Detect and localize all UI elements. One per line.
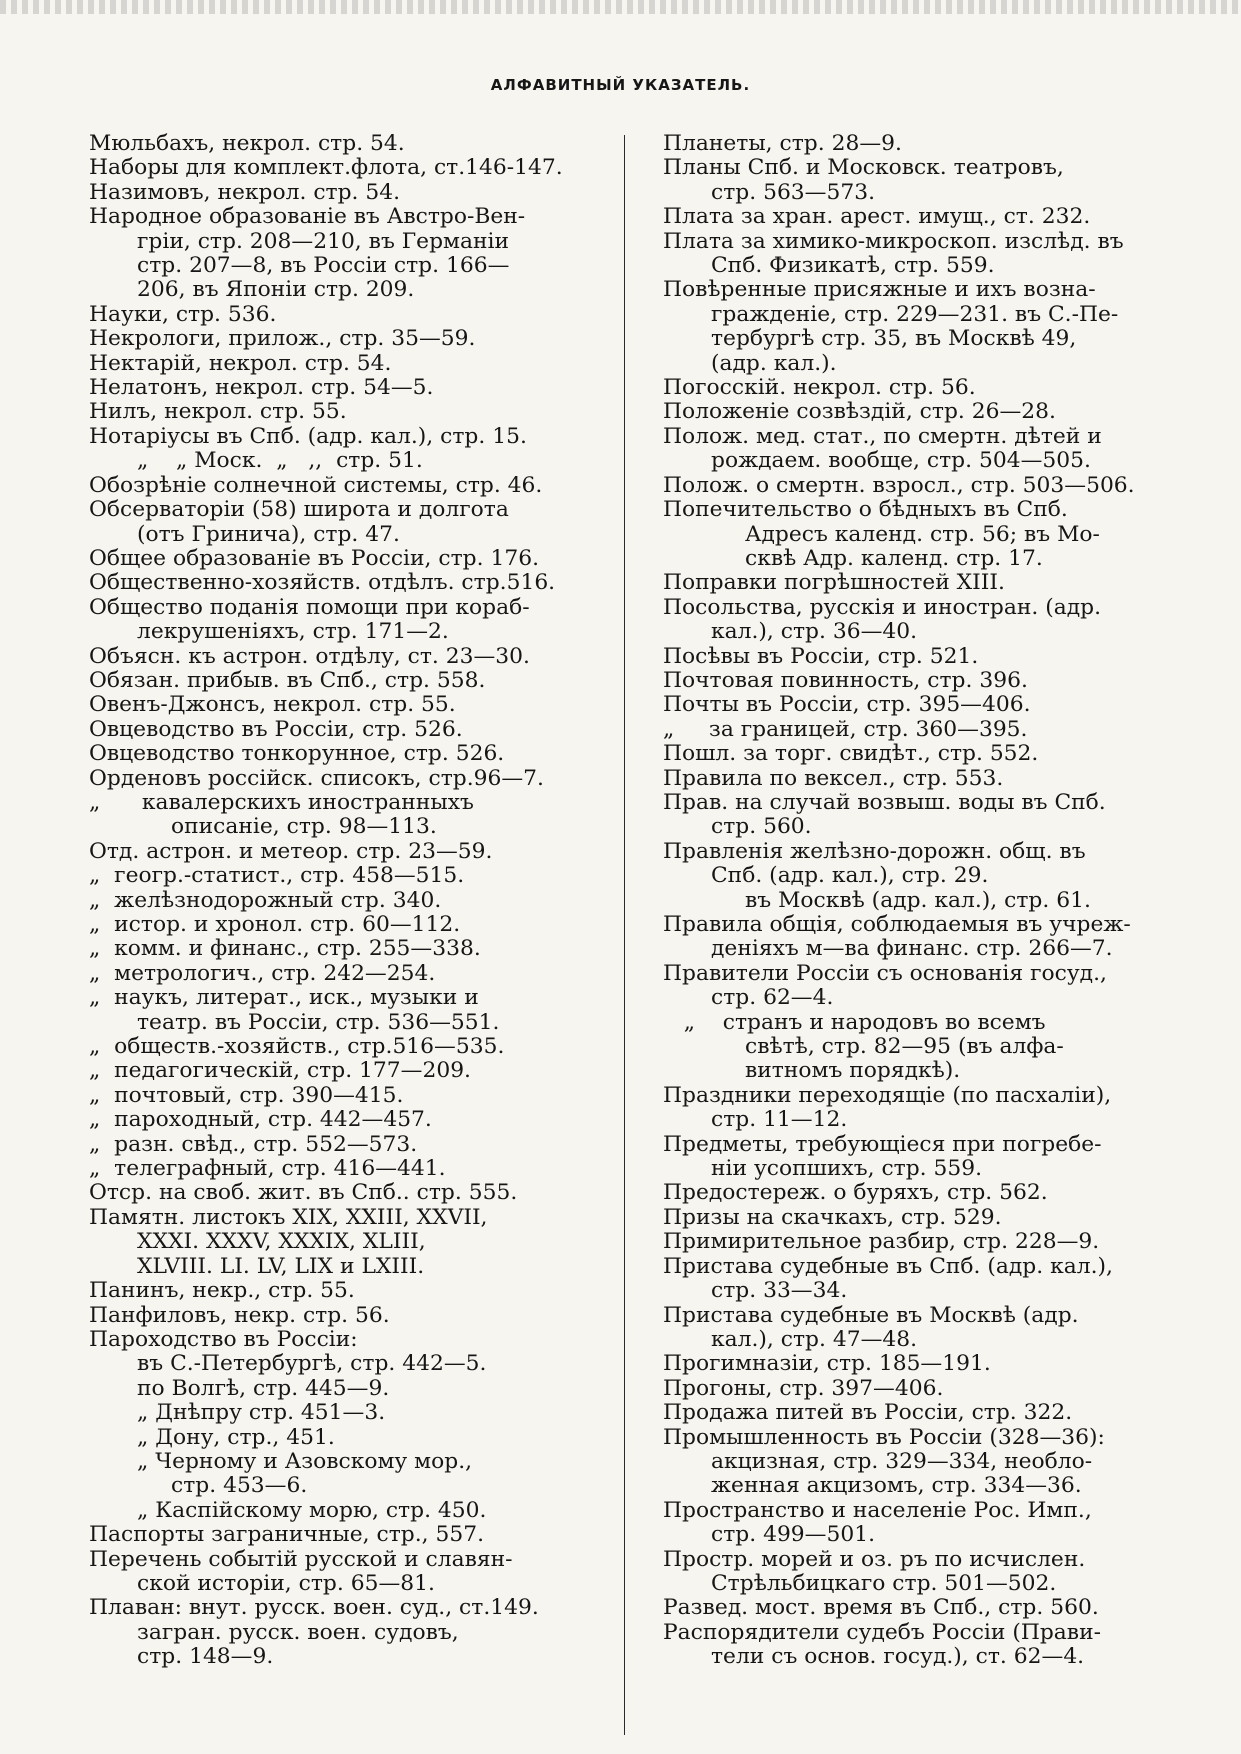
index-entry: Праздники переходящіе (по пасхаліи), — [663, 1082, 1112, 1108]
index-entry: стр. 11—12. — [711, 1107, 848, 1133]
index-entry: Объясн. къ астрон. отдѣлу, ст. 23—30. — [89, 643, 530, 669]
index-entry: гражденіе, стр. 229—231. въ С.-Пе- — [711, 301, 1119, 327]
index-entry: „ „ Моск. „ ,, стр. 51. — [137, 448, 423, 474]
index-entry: Адресъ календ. стр. 56; въ Мо- — [745, 521, 1100, 547]
index-entry: загран. русск. воен. судовъ, — [137, 1619, 459, 1645]
page-top-edge — [0, 0, 1241, 14]
index-entry: женная акцизомъ, стр. 334—36. — [711, 1473, 1082, 1499]
index-entry: стр. 33—34. — [711, 1278, 848, 1304]
index-entry: стр. 560. — [711, 814, 812, 840]
index-entry: стр. 499—501. — [711, 1522, 876, 1548]
index-entry: Нелатонъ, некрол. стр. 54—5. — [89, 375, 434, 401]
index-entry: ской исторіи, стр. 65—81. — [137, 1570, 435, 1596]
index-entry: Повѣренные присяжные и ихъ возна- — [663, 277, 1096, 303]
index-entry: Обозрѣніе солнечной системы, стр. 46. — [89, 472, 543, 498]
index-entry: Памятн. листокъ XIX, XXIII, XXVII, — [89, 1204, 488, 1230]
index-entry: Паспорты заграничные, стр., 557. — [89, 1522, 485, 1548]
index-entry: Стрѣльбицкаго стр. 501—502. — [711, 1570, 1057, 1596]
index-entry: „ кавалерскихъ иностранныхъ — [89, 789, 474, 815]
index-entry: „ Днѣпру стр. 451—3. — [137, 1400, 386, 1426]
index-entry: театр. въ Россіи, стр. 536—551. — [137, 1009, 500, 1035]
index-entry: Орденовъ россійск. списокъ, стр.96—7. — [89, 765, 544, 791]
index-entry: Планы Спб. и Московск. театровъ, — [663, 155, 1064, 181]
index-entry: „ комм. и финанс., стр. 255—338. — [89, 936, 481, 962]
index-entry: Правила общія, соблюдаемыя въ учреж- — [663, 912, 1131, 937]
index-entry: Панфиловъ, некр. стр. 56. — [89, 1302, 390, 1328]
index-entry: Примирительное разбир, стр. 228—9. — [663, 1229, 1100, 1255]
index-entry: „ Дону, стр., 451. — [137, 1424, 335, 1450]
index-entry: „ наукъ, литерат., иск., музыки и — [89, 985, 479, 1011]
index-entry: „ обществ.-хозяйств., стр.516—535. — [89, 1034, 505, 1060]
index-entry: Нектарій, некрол. стр. 54. — [89, 350, 392, 376]
index-entry: „ Каспійскому морю, стр. 450. — [137, 1497, 487, 1523]
index-entry: (адр. кал.). — [711, 350, 837, 376]
index-entry: Поправки погрѣшностей XIII. — [663, 570, 1005, 596]
page-header: АЛФАВИТНЫЙ УКАЗАТЕЛЬ. — [490, 76, 751, 94]
index-entry: Науки, стр. 536. — [89, 301, 277, 327]
index-entry: Полож. о смертн. взросл., стр. 503—506. — [663, 472, 1135, 498]
index-entry: Овцеводство тонкорунное, стр. 526. — [89, 741, 505, 767]
index-entry: деніяхъ м—ва финанс. стр. 266—7. — [711, 936, 1113, 962]
index-entry: Спб. Физикатѣ, стр. 559. — [711, 253, 995, 279]
index-entry: Мюльбахъ, некрол. стр. 54. — [89, 131, 405, 156]
index-entry: рождаем. вообще, стр. 504—505. — [711, 448, 1091, 474]
index-entry: Народное образованіе въ Австро-Вен- — [89, 204, 526, 230]
index-entry: „ пароходный, стр. 442—457. — [89, 1107, 432, 1133]
index-entry: стр. 453—6. — [171, 1473, 308, 1499]
index-entry: Пошл. за торг. свидѣт., стр. 552. — [663, 741, 1039, 767]
index-entry: „ Черному и Азовскому мор., — [137, 1448, 473, 1474]
index-entry: Нилъ, некрол. стр. 55. — [89, 399, 347, 425]
index-entry: Пристава судебные въ Москвѣ (адр. — [663, 1302, 1079, 1328]
index-entry: описаніе, стр. 98—113. — [171, 814, 437, 840]
index-entry: Призы на скачкахъ, стр. 529. — [663, 1204, 1002, 1230]
index-entry: Плата за хран. арест. имущ., ст. 232. — [663, 204, 1091, 230]
index-entry: „ странъ и народовъ во всемъ — [663, 1009, 1046, 1035]
index-entry: Спб. (адр. кал.), стр. 29. — [711, 863, 989, 889]
index-entry: кал.), стр. 36—40. — [711, 619, 918, 645]
index-entry: въ С.-Петербургѣ, стр. 442—5. — [137, 1351, 487, 1377]
index-entry: Развед. мост. время въ Спб., стр. 560. — [663, 1595, 1099, 1621]
index-entry: Общество поданія помощи при кораб- — [89, 594, 530, 620]
index-entry: лекрушеніяхъ, стр. 171—2. — [137, 619, 449, 645]
index-entry: Общее образованіе въ Россіи, стр. 176. — [89, 545, 540, 571]
right-column — [663, 132, 1163, 1670]
index-entry: Назимовъ, некрол. стр. 54. — [89, 179, 401, 205]
index-entry: Посѣвы въ Россіи, стр. 521. — [663, 643, 979, 669]
index-entry: Плаван: внут. русск. воен. суд., ст.149. — [89, 1595, 539, 1621]
index-entry: Прогоны, стр. 397—406. — [663, 1375, 944, 1401]
index-entry: „ геогр.-статист., стр. 458—515. — [89, 863, 465, 889]
index-entry: Нотаріусы въ Спб. (адр. кал.), стр. 15. — [89, 423, 527, 449]
index-entry: „ желѣзнодорожный стр. 340. — [89, 887, 442, 913]
index-entry: Продажа питей въ Россіи, стр. 322. — [663, 1400, 1073, 1426]
index-entry: Планеты, стр. 28—9. — [663, 131, 902, 156]
index-entry: Простр. морей и оз. ръ по исчислен. — [663, 1546, 1086, 1572]
index-entry: сквѣ Адр. календ. стр. 17. — [745, 545, 1043, 571]
column-divider — [624, 135, 625, 1735]
index-entry: „ педагогическій, стр. 177—209. — [89, 1058, 471, 1084]
index-entry: Общественно-хозяйств. отдѣлъ. стр.516. — [89, 570, 556, 596]
index-entry: XXXI. XXXV, XXXIX, XLIII, — [137, 1229, 426, 1255]
left-column — [89, 132, 589, 1670]
index-entry: Промышленность въ Россіи (328—36): — [663, 1424, 1105, 1450]
index-entry: „ метрологич., стр. 242—254. — [89, 960, 436, 986]
index-entry: въ Москвѣ (адр. кал.), стр. 61. — [745, 887, 1091, 913]
index-entry: „ телеграфный, стр. 416—441. — [89, 1156, 446, 1182]
index-entry: Отср. на своб. жит. въ Спб.. стр. 555. — [89, 1180, 518, 1206]
index-entry: по Волгѣ, стр. 445—9. — [137, 1375, 390, 1401]
index-entry: стр. 148—9. — [137, 1644, 274, 1670]
index-entry: Плата за химико-микроскоп. изслѣд. въ — [663, 228, 1124, 254]
index-entry: стр. 207—8, въ Россіи стр. 166— — [137, 253, 510, 279]
index-entry: тербургѣ стр. 35, въ Москвѣ 49, — [711, 326, 1077, 352]
index-entry: свѣтѣ, стр. 82—95 (въ алфа- — [745, 1034, 1064, 1060]
index-entry: Овенъ-Джонсъ, некрол. стр. 55. — [89, 692, 456, 718]
index-entry: 206, въ Японіи стр. 209. — [137, 277, 415, 303]
index-entry: Погосскій. некрол. стр. 56. — [663, 375, 976, 401]
index-entry: Предметы, требующіеся при погребе- — [663, 1131, 1102, 1157]
index-entry: стр. 563—573. — [711, 179, 876, 205]
index-entry: Почты въ Россіи, стр. 395—406. — [663, 692, 1031, 718]
index-entry: Распорядители судебъ Россіи (Прави- — [663, 1619, 1101, 1645]
index-entry: Пространство и населеніе Рос. Имп., — [663, 1497, 1092, 1523]
index-entry: Правители Россіи съ основанія госуд., — [663, 960, 1107, 986]
index-entry: тели съ основ. госуд.), ст. 62—4. — [711, 1644, 1085, 1670]
index-entry: Положеніе созвѣздій, стр. 26—28. — [663, 399, 1056, 425]
index-entry: Полож. мед. стат., по смертн. дѣтей и — [663, 423, 1102, 449]
index-entry: „ разн. свѣд., стр. 552—573. — [89, 1131, 418, 1157]
index-entry: Прогимназіи, стр. 185—191. — [663, 1351, 991, 1377]
index-entry: Пароходство въ Россіи: — [89, 1326, 358, 1352]
index-entry: (отъ Гринича), стр. 47. — [137, 521, 400, 547]
index-entry: стр. 62—4. — [711, 985, 834, 1011]
index-entry: Овцеводство въ Россіи, стр. 526. — [89, 716, 463, 742]
index-entry: Предостереж. о буряхъ, стр. 562. — [663, 1180, 1048, 1206]
index-entry: акцизная, стр. 329—334, необло- — [711, 1448, 1093, 1474]
index-entry: Отд. астрон. и метеор. стр. 23—59. — [89, 838, 493, 864]
index-entry: Посольства, русскія и иностран. (адр. — [663, 594, 1102, 620]
index-entry: Прав. на случай возвыш. воды въ Спб. — [663, 789, 1106, 815]
index-entry: Обсерваторіи (58) широта и долгота — [89, 497, 509, 523]
index-entry: Попечительство о бѣдныхъ въ Спб. — [663, 497, 1068, 523]
index-entry: Правила по вексел., стр. 553. — [663, 765, 1004, 791]
index-entry: витномъ порядкѣ). — [745, 1058, 961, 1084]
index-entry: Пристава судебные въ Спб. (адр. кал.), — [663, 1253, 1113, 1279]
index-entry: кал.), стр. 47—48. — [711, 1326, 918, 1352]
index-entry: ніи усопшихъ, стр. 559. — [711, 1156, 983, 1182]
index-entry: Наборы для комплект.флота, ст.146-147. — [89, 155, 563, 181]
index-entry: Обязан. прибыв. въ Спб., стр. 558. — [89, 667, 486, 693]
index-entry: XLVIII. LI. LV, LIX и LXIII. — [137, 1253, 425, 1279]
index-entry: „ истор. и хронол. стр. 60—112. — [89, 912, 461, 937]
index-entry: Почтовая повинность, стр. 396. — [663, 667, 1028, 693]
index-entry: гріи, стр. 208—210, въ Германіи — [137, 228, 509, 254]
index-entry: Некрологи, прилож., стр. 35—59. — [89, 326, 476, 352]
index-entry: „ за границей, стр. 360—395. — [663, 716, 1028, 742]
index-entry: Панинъ, некр., стр. 55. — [89, 1278, 355, 1304]
index-entry: Перечень событій русской и славян- — [89, 1546, 513, 1572]
index-entry: Правленія желѣзно-дорожн. общ. въ — [663, 838, 1086, 864]
index-entry: „ почтовый, стр. 390—415. — [89, 1082, 404, 1108]
